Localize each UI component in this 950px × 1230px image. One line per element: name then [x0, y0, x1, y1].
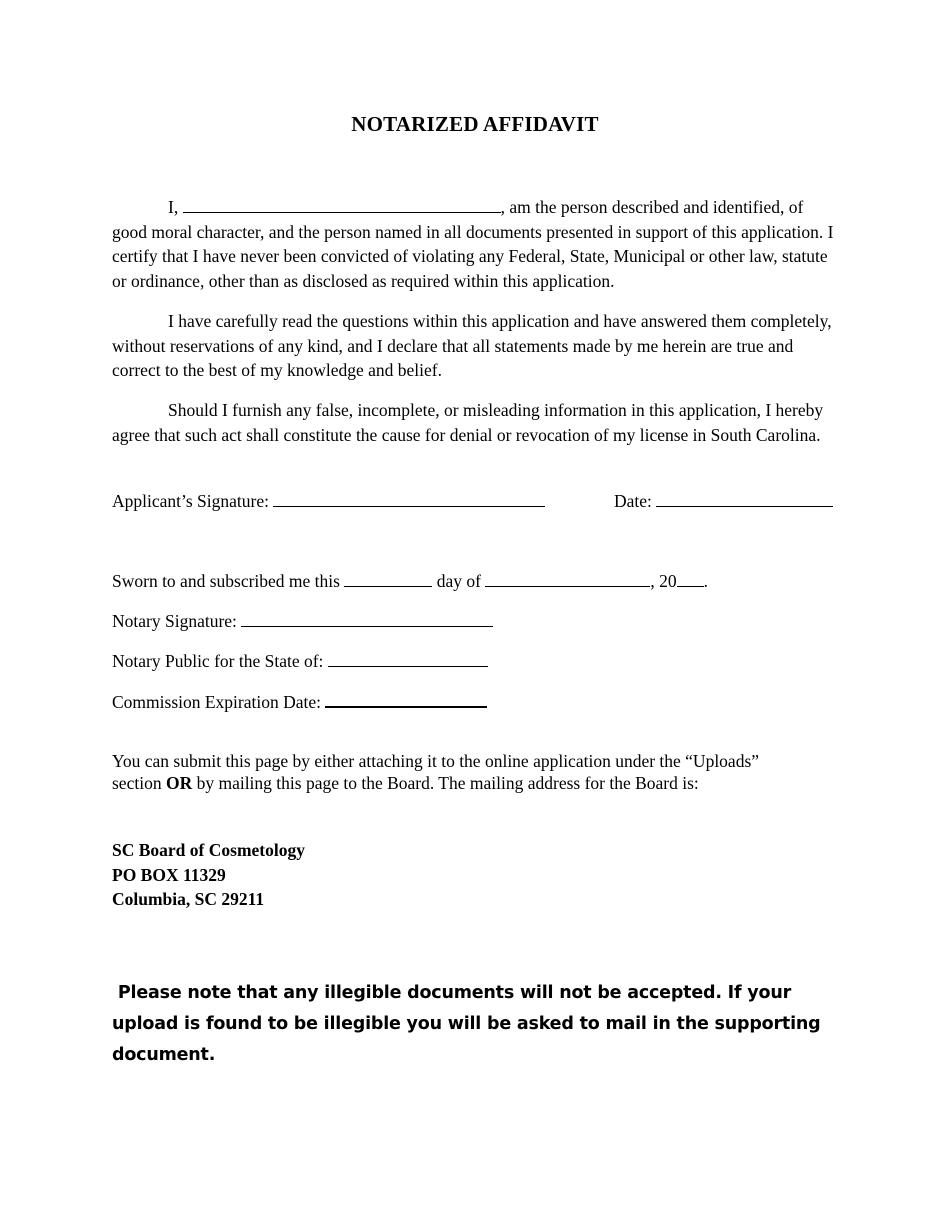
- paragraph-identity-text: , am the person described and identified, of good moral character, and the person named in all documents presented in support of this application. I certify that I have never been convicted of violating any Federal, State, Municipal or other law, statute or ordinance, other than as disclosed as required within this application.: [112, 197, 834, 291]
- notary-state-row: [112, 649, 488, 672]
- page-title: NOTARIZED AFFIDAVIT: [351, 112, 599, 136]
- sworn-label: Sworn to and subscribed me this: [112, 571, 340, 591]
- sworn-year-prefix: , 20: [650, 571, 677, 591]
- applicant-signature-row: [112, 489, 545, 512]
- submit-instructions: [112, 751, 812, 794]
- notary-signature-label: Notary Signature:: [112, 611, 237, 631]
- submit-text-2: by mailing this page to the Board. The mailing address for the Board is:: [196, 772, 699, 793]
- applicant-signature-field[interactable]: [273, 489, 545, 507]
- sworn-month-field[interactable]: [485, 569, 650, 587]
- address-line-3: Columbia, SC 29211: [112, 889, 265, 909]
- paragraph-declaration: [112, 309, 842, 383]
- notary-signature-field[interactable]: [241, 609, 493, 627]
- date-label: Date:: [614, 491, 652, 511]
- paragraph-false-info-text: Should I furnish any false, incomplete, or misleading information in this application, I hereby agree that such act shall constitute the cause for denial or revocation of my license in South Carolina.: [112, 400, 824, 445]
- name-field[interactable]: [183, 195, 501, 213]
- sworn-day-field[interactable]: [344, 569, 432, 587]
- notary-signature-row: [112, 609, 493, 632]
- sworn-row: [112, 569, 708, 592]
- mailing-address: [112, 838, 305, 912]
- sworn-year-field[interactable]: [677, 569, 704, 587]
- submit-text-or: OR: [165, 772, 193, 793]
- date-field[interactable]: [656, 489, 833, 507]
- illegible-note: [112, 978, 852, 1071]
- date-row: [614, 489, 833, 512]
- commission-row: [112, 689, 487, 713]
- commission-date-field[interactable]: [325, 689, 487, 708]
- address-line-1: SC Board of Cosmetology: [112, 840, 305, 860]
- sworn-day-of-label: day of: [436, 571, 481, 591]
- address-line-2: PO BOX 11329: [112, 864, 226, 885]
- submit-text-1: You can submit this page by either attaching it to the online application under the “Uploads” section: [112, 751, 760, 793]
- applicant-signature-label: Applicant’s Signature:: [112, 491, 269, 511]
- notary-state-label: Notary Public for the State of:: [112, 651, 324, 671]
- illegible-note-text: Please note that any illegible documents will not be accepted. If your upload is found to be illegible you will be asked to mail in the supporting document.: [112, 983, 821, 1065]
- commission-label: Commission Expiration Date:: [112, 692, 322, 712]
- paragraph-false-info: [112, 398, 842, 447]
- paragraph-identity: [112, 195, 842, 293]
- paragraph-identity-start: I,: [168, 197, 179, 217]
- sworn-period: .: [703, 571, 708, 591]
- notary-state-field[interactable]: [328, 649, 488, 667]
- paragraph-declaration-text: I have carefully read the questions within this application and have answered them completely, without reservations of any kind, and I declare that all statements made by me herein are true and correct to the best of my knowledge and belief.: [112, 311, 832, 380]
